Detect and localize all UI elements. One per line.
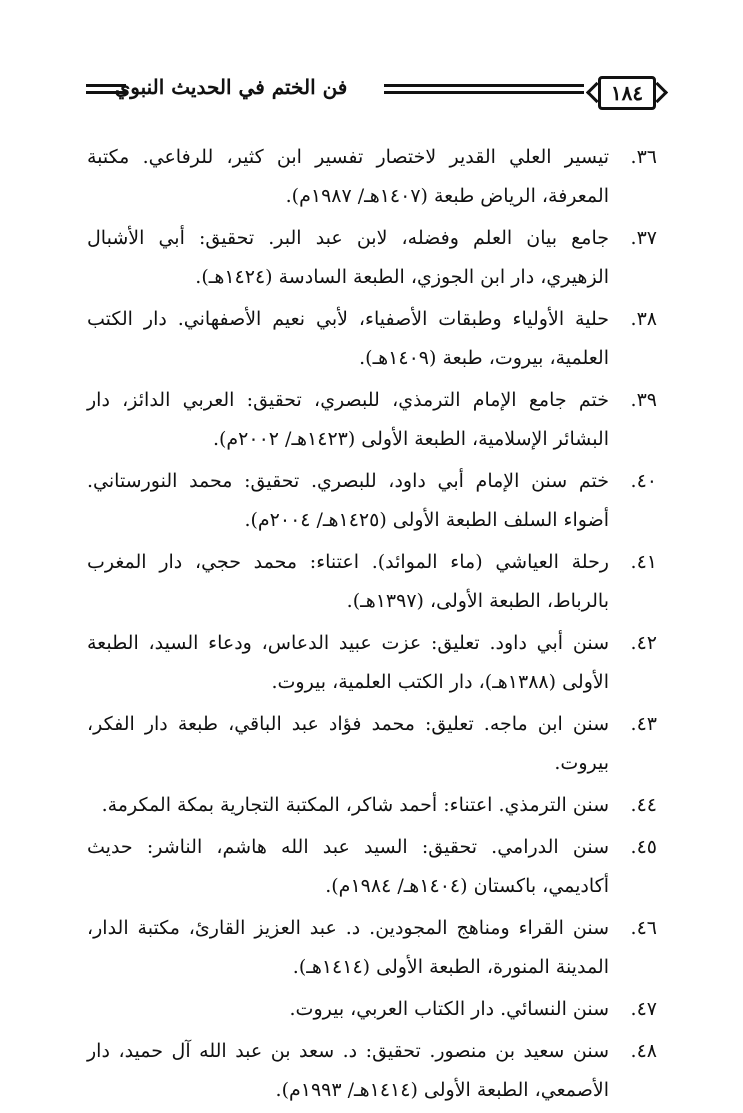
reference-number: ٤٧. [630,998,657,1020]
reference-number: ٣٨. [630,308,657,330]
reference-text: سنن سعيد بن منصور. تحقيق: د. سعد بن عبد الله آل حميد، دار الأصمعي، الطبعة الأولى (١٤١٤هـ/ ١٩٩٣م). [87,1040,609,1101]
reference-text: ختم سنن الإمام أبي داود، للبصري. تحقيق: محمد النورستاني. أضواء السلف الطبعة الأولى (١٤٢٥هـ/ ٢٠٠٤م). [87,470,609,531]
reference-text: جامع بيان العلم وفضله، لابن عبد البر. تحقيق: أبي الأشبال الزهيري، دار ابن الجوزي، الطبعة السادسة (١٤٢٤هـ). [87,227,609,288]
reference-number: ٤٠. [630,470,657,492]
reference-text: سنن القراء ومناهج المجودين. د. عبد العزيز القارئ، مكتبة الدار، المدينة المنورة، الطبعة الأولى (١٤١٤هـ). [87,917,609,978]
page-number [598,76,656,110]
reference-item [87,624,657,702]
reference-item [87,138,657,216]
reference-item [87,828,657,906]
header-divider-short [86,84,126,94]
reference-text: سنن أبي داود. تعليق: عزت عبيد الدعاس، ودعاء السيد، الطبعة الأولى (١٣٨٨هـ)، دار الكتب العلمية، بيروت. [87,632,609,693]
reference-item [87,1032,657,1110]
reference-text: رحلة العياشي (ماء الموائد). اعتناء: محمد حجي، دار المغرب بالرباط، الطبعة الأولى، (١٣٩٧هـ). [87,551,609,612]
page-number-text: ١٨٤ [610,81,644,105]
reference-number: ٣٦. [630,146,657,168]
reference-item [87,786,657,825]
reference-number: ٤٨. [630,1040,657,1062]
reference-text: تيسير العلي القدير لاختصار تفسير ابن كثير، للرفاعي. مكتبة المعرفة، الرياض طبعة (١٤٠٧هـ/ ١٩٨٧م). [87,146,609,207]
reference-number: ٤٤. [630,794,657,816]
reference-item [87,990,657,1029]
reference-item [87,543,657,621]
reference-number: ٣٧. [630,227,657,249]
book-title: فن الختم في الحديث النبوي [114,75,348,99]
reference-number: ٣٩. [630,389,657,411]
page-header [86,72,656,112]
reference-number: ٤١. [630,551,657,573]
reference-item [87,909,657,987]
reference-text: حلية الأولياء وطبقات الأصفياء، لأبي نعيم الأصفهاني. دار الكتب العلمية، بيروت، طبعة (١٤٠٩هـ). [87,308,609,369]
reference-text: ختم جامع الإمام الترمذي، للبصري، تحقيق: العربي الدائز، دار البشائر الإسلامية، الطبعة الأولى (١٤٢٣هـ/ ٢٠٠٢م). [87,389,609,450]
reference-item [87,381,657,459]
reference-text: سنن الترمذي. اعتناء: أحمد شاكر، المكتبة التجارية بمكة المكرمة. [101,794,609,816]
header-divider-long [384,84,584,94]
reference-text: سنن الدرامي. تحقيق: السيد عبد الله هاشم، الناشر: حديث أكاديمي، باكستان (١٤٠٤هـ/ ١٩٨٤م). [87,836,609,897]
reference-item [87,300,657,378]
reference-number: ٤٣. [630,713,657,735]
reference-number: ٤٥. [630,836,657,858]
reference-item [87,705,657,783]
reference-number: ٤٢. [630,632,657,654]
reference-text: سنن النسائي. دار الكتاب العربي، بيروت. [289,998,609,1020]
reference-number: ٤٦. [630,917,657,939]
reference-item [87,462,657,540]
reference-item [87,219,657,297]
reference-list [87,138,657,1113]
reference-text: سنن ابن ماجه. تعليق: محمد فؤاد عبد الباقي، طبعة دار الفكر، بيروت. [87,713,609,774]
